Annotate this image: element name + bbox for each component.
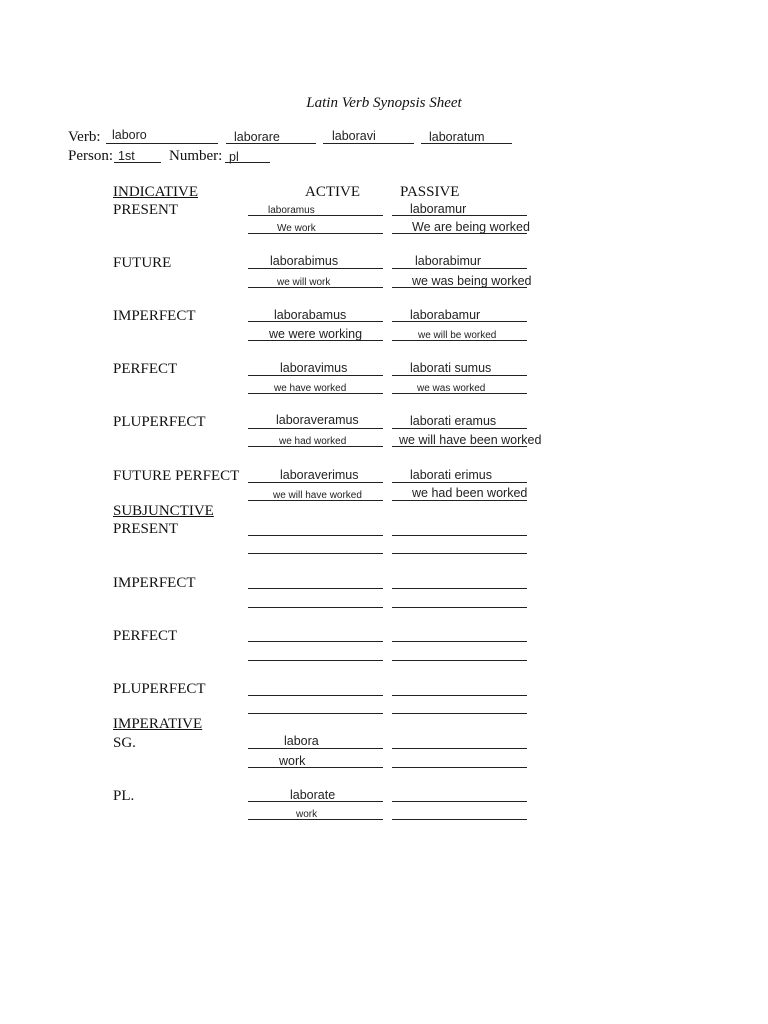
number-value[interactable]: pl — [229, 150, 239, 164]
active-translation[interactable]: work — [279, 754, 306, 768]
active-form[interactable]: laborabamus — [274, 308, 347, 322]
tense-label-present: PRESENT — [113, 521, 179, 537]
number-label: Number: — [169, 148, 223, 164]
answer-line — [248, 482, 383, 483]
answer-line[interactable] — [248, 535, 383, 536]
tense-label-future-perfect: FUTURE PERFECT — [113, 468, 240, 484]
answer-line[interactable] — [392, 819, 527, 820]
answer-line — [248, 375, 383, 376]
answer-line[interactable] — [248, 607, 383, 608]
passive-translation[interactable]: we will have been worked — [399, 433, 542, 447]
answer-line — [392, 482, 527, 483]
passive-form[interactable]: laborati eramus — [410, 414, 497, 428]
answer-line — [392, 500, 527, 501]
answer-line[interactable] — [248, 641, 383, 642]
active-translation[interactable]: we were working — [269, 327, 363, 341]
answer-line[interactable] — [248, 713, 383, 714]
active-translation[interactable]: we will have worked — [273, 490, 362, 501]
active-form[interactable]: labora — [284, 734, 319, 748]
tense-label-present: PRESENT — [113, 202, 179, 218]
person-value[interactable]: 1st — [118, 149, 135, 163]
passive-translation[interactable]: We are being worked — [412, 220, 530, 234]
answer-line[interactable] — [392, 713, 527, 714]
principal-part-3[interactable]: laboravi — [332, 129, 376, 143]
active-form[interactable]: laboraveramus — [276, 413, 359, 427]
active-column-header: ACTIVE — [305, 184, 360, 200]
answer-line — [248, 767, 383, 768]
answer-line — [248, 268, 383, 269]
passive-form[interactable]: laborabamur — [410, 308, 481, 322]
active-form[interactable]: laboraverimus — [280, 468, 359, 482]
active-translation[interactable]: we had worked — [279, 436, 347, 447]
answer-line — [248, 428, 383, 429]
answer-line[interactable] — [392, 660, 527, 661]
answer-line[interactable] — [392, 767, 527, 768]
active-form[interactable]: laborabimus — [270, 254, 339, 268]
principal-part-2[interactable]: laborare — [234, 130, 280, 144]
passive-column-header: PASSIVE — [400, 184, 460, 200]
answer-line[interactable] — [248, 695, 383, 696]
passive-form[interactable]: laborati erimus — [410, 468, 492, 482]
active-translation[interactable]: we will work — [277, 277, 331, 288]
imperative-heading: IMPERATIVE — [113, 716, 203, 732]
active-form[interactable]: laborate — [290, 788, 336, 802]
verb-label: Verb: — [68, 129, 101, 145]
answer-line — [392, 375, 527, 376]
principal-part-4[interactable]: laboratum — [429, 130, 485, 144]
answer-line — [392, 268, 527, 269]
answer-line[interactable] — [392, 641, 527, 642]
indicative-heading: INDICATIVE — [113, 184, 198, 200]
passive-form[interactable]: laboramur — [410, 202, 467, 216]
answer-line — [392, 428, 527, 429]
principal-part-1[interactable]: laboro — [112, 128, 147, 142]
principal-part-1-line — [106, 143, 218, 144]
page-title: Latin Verb Synopsis Sheet — [306, 95, 462, 111]
active-translation[interactable]: work — [296, 809, 318, 820]
passive-form[interactable]: laborati sumus — [410, 361, 492, 375]
answer-line[interactable] — [392, 607, 527, 608]
answer-line[interactable] — [392, 748, 527, 749]
tense-label-sg: SG. — [113, 735, 136, 751]
answer-line[interactable] — [248, 660, 383, 661]
tense-label-pl: PL. — [113, 788, 135, 804]
answer-line[interactable] — [392, 588, 527, 589]
tense-label-imperfect: IMPERFECT — [113, 575, 196, 591]
answer-line[interactable] — [392, 695, 527, 696]
active-form[interactable]: laboravimus — [280, 361, 348, 375]
answer-line[interactable] — [392, 553, 527, 554]
tense-label-perfect: PERFECT — [113, 628, 178, 644]
answer-line[interactable] — [248, 553, 383, 554]
active-translation[interactable]: We work — [277, 223, 316, 234]
passive-form[interactable]: laborabimur — [415, 254, 482, 268]
subjunctive-heading: SUBJUNCTIVE — [113, 503, 214, 519]
passive-translation[interactable]: we was worked — [417, 383, 486, 394]
tense-label-imperfect: IMPERFECT — [113, 308, 196, 324]
answer-line — [248, 748, 383, 749]
principal-part-3-line — [323, 143, 414, 144]
passive-translation[interactable]: we had been worked — [412, 486, 528, 500]
answer-line[interactable] — [392, 535, 527, 536]
tense-label-future: FUTURE — [113, 255, 172, 271]
tense-label-perfect: PERFECT — [113, 361, 178, 377]
active-translation[interactable]: we have worked — [274, 383, 347, 394]
active-form[interactable]: laboramus — [268, 205, 315, 216]
answer-line[interactable] — [248, 588, 383, 589]
passive-translation[interactable]: we will be worked — [418, 330, 497, 341]
tense-label-pluperfect: PLUPERFECT — [113, 681, 206, 697]
answer-line[interactable] — [392, 801, 527, 802]
passive-translation[interactable]: we was being worked — [412, 274, 532, 288]
person-label: Person: — [68, 148, 113, 164]
tense-label-pluperfect: PLUPERFECT — [113, 414, 206, 430]
